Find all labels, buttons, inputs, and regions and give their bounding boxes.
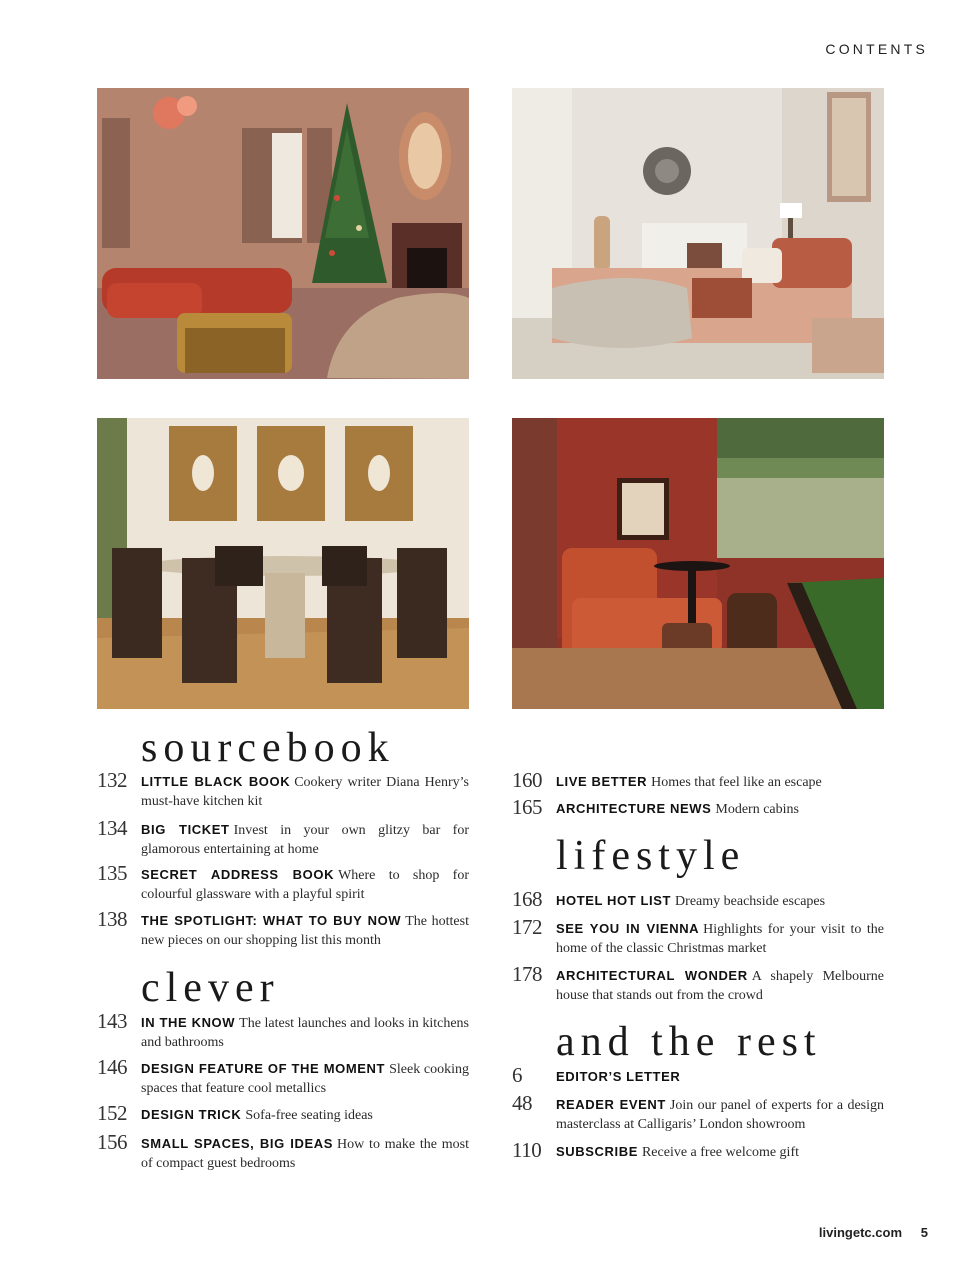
page-number: 160 (512, 768, 542, 792)
page-number: 152 (97, 1101, 127, 1125)
entry-title: ARCHITECTURE NEWS (556, 801, 712, 816)
entry-description: Highlights for your visit to the home of the classic Christmas market (556, 922, 884, 956)
contents-entry[interactable] (512, 1138, 884, 1162)
entry-title: IN THE KNOW (141, 1015, 236, 1030)
entry-description: Receive a free welcome gift (641, 1145, 799, 1160)
page-number: 178 (512, 962, 542, 986)
entry-title: SMALL SPACES, BIG IDEAS (141, 1136, 334, 1151)
entry-title: THE SPOTLIGHT: WHAT TO BUY NOW (141, 913, 402, 928)
lifestyle-heading: lifestyle (556, 833, 746, 879)
page-number: 146 (97, 1055, 127, 1079)
contents-entry[interactable] (512, 768, 884, 792)
entry-title: LIVE BETTER (556, 774, 648, 789)
page-number: 168 (512, 887, 542, 911)
entry-description: Join our panel of experts for a design masterclass at Calligaris’ London showroom (556, 1098, 884, 1132)
contents-entry[interactable] (97, 1009, 469, 1052)
and-the-rest-heading: and the rest (556, 1019, 822, 1065)
page-number: 132 (97, 768, 127, 792)
bar-billiards-room-photo (512, 418, 884, 709)
entry-description: A shapely Melbourne house that stands out from the crowd (556, 969, 885, 1003)
contents-entry[interactable] (512, 962, 885, 1005)
entry-title: SUBSCRIBE (556, 1144, 638, 1159)
entry-description: Sofa-free seating ideas (245, 1108, 373, 1123)
page-number: 138 (97, 907, 127, 931)
living-room-christmas-photo (97, 88, 469, 379)
contents-entry[interactable] (512, 795, 884, 819)
page-number: 143 (97, 1009, 127, 1033)
sourcebook-heading: sourcebook (141, 725, 395, 771)
contents-entry[interactable] (512, 915, 884, 958)
entry-description: Invest in your own glitzy bar for glamorous entertaining at home (141, 823, 469, 857)
contents-entry[interactable] (512, 1091, 884, 1134)
page-number: 156 (97, 1130, 127, 1154)
entry-title: HOTEL HOT LIST (556, 893, 672, 908)
contents-entry[interactable] (97, 907, 469, 950)
contents-entry[interactable] (97, 768, 469, 811)
page-number: 48 (512, 1091, 532, 1115)
entry-title: DESIGN FEATURE OF THE MOMENT (141, 1061, 386, 1076)
entry-description: How to make the most of compact guest bedrooms (141, 1137, 469, 1171)
website-url[interactable]: livingetc.com (818, 1225, 902, 1240)
page-number: 134 (97, 816, 127, 840)
clever-heading: clever (141, 965, 280, 1011)
contents-entry[interactable] (97, 1130, 469, 1173)
entry-title: EDITOR’S LETTER (556, 1069, 681, 1084)
contents-entry[interactable] (97, 1055, 469, 1098)
entry-title: LITTLE BLACK BOOK (141, 774, 291, 789)
entry-title: SEE YOU IN VIENNA (556, 921, 700, 936)
entry-title: ARCHITECTURAL WONDER (556, 968, 748, 983)
page-number: 6 (512, 1063, 522, 1087)
entry-title: SECRET ADDRESS BOOK (141, 867, 335, 882)
page-number: 172 (512, 915, 542, 939)
page-number: 165 (512, 795, 542, 819)
page-number: 135 (97, 861, 127, 885)
entry-description: Homes that feel like an escape (651, 775, 822, 790)
entry-description: Dreamy beachside escapes (675, 894, 826, 909)
contents-entry[interactable] (512, 887, 884, 911)
entry-description: The hottest new pieces on our shopping list this month (141, 914, 469, 948)
bedroom-photo (512, 88, 884, 379)
entry-description: Modern cabins (715, 802, 799, 817)
contents-entry[interactable] (97, 1101, 469, 1125)
page-number: 110 (512, 1138, 542, 1162)
contents-entry[interactable] (512, 1063, 884, 1087)
dining-room-photo (97, 418, 469, 709)
page-number-footer: 5 (920, 1225, 928, 1240)
contents-entry[interactable] (97, 861, 470, 904)
contents-entry[interactable] (97, 816, 469, 859)
entry-title: READER EVENT (556, 1097, 666, 1112)
entry-description: The latest launches and looks in kitchens and bathrooms (141, 1016, 469, 1050)
entry-title: DESIGN TRICK (141, 1107, 242, 1122)
contents-label: CONTENTS (825, 41, 928, 57)
entry-description: Where to shop for colourful glassware with a playful spirit (141, 868, 470, 902)
entry-title: BIG TICKET (141, 822, 230, 837)
entry-description: Sleek cooking spaces that feature cool metallics (141, 1062, 469, 1096)
entry-description: Cookery writer Diana Henry’s must-have kitchen kit (141, 775, 469, 809)
